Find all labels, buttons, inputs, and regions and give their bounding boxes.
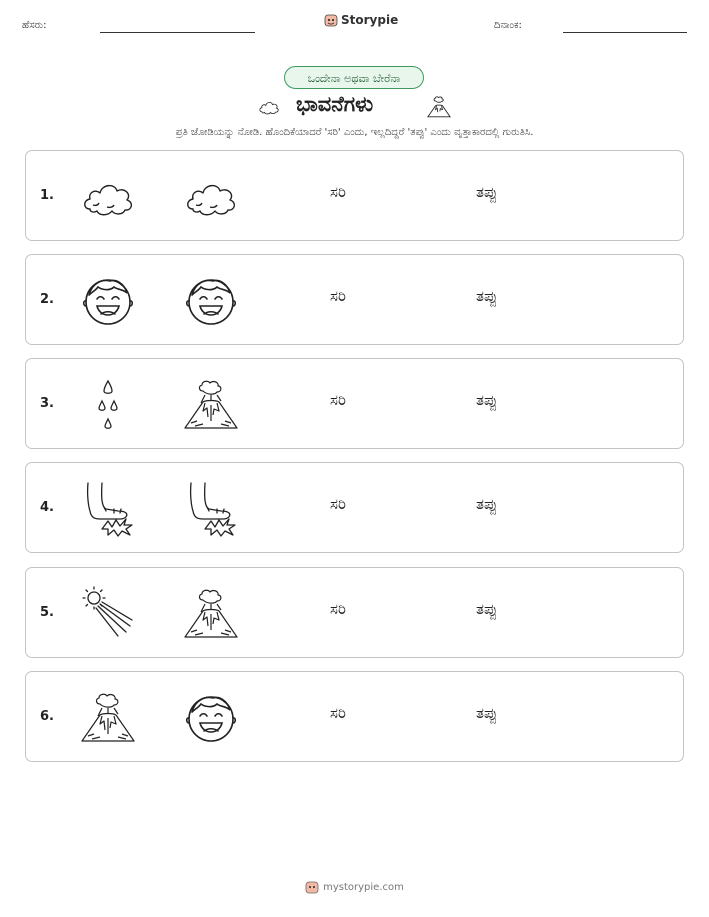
- option-wrong[interactable]: ತಪ್ಪು: [476, 704, 498, 722]
- date-field-line[interactable]: [563, 32, 687, 33]
- option-correct[interactable]: ಸರಿ: [330, 391, 346, 409]
- date-label: ದಿನಾಂಕ:: [494, 20, 522, 31]
- question-row: [25, 567, 684, 658]
- page-title: ಭಾವನೆಗಳು: [296, 92, 374, 116]
- storypie-logo-icon: [324, 13, 338, 27]
- footer: [0, 880, 709, 894]
- option-correct[interactable]: ಸರಿ: [330, 183, 346, 201]
- smile-icon: [183, 273, 239, 329]
- option-wrong[interactable]: ತಪ್ಪು: [476, 495, 498, 513]
- drops-icon: [80, 377, 136, 433]
- question-row: [25, 671, 684, 762]
- cloud-icon: [80, 169, 136, 225]
- worksheet-header: [0, 0, 709, 46]
- volcano-icon: [183, 377, 239, 433]
- question-number: 1.: [40, 188, 54, 203]
- volcano-icon: [427, 93, 451, 121]
- option-wrong[interactable]: ತಪ್ಪು: [476, 183, 498, 201]
- volcano-icon: [80, 690, 136, 746]
- option-wrong[interactable]: ತಪ್ಪು: [476, 600, 498, 618]
- volcano-icon: [183, 586, 239, 642]
- question-row: [25, 462, 684, 553]
- question-number: 5.: [40, 605, 54, 620]
- brand: [324, 13, 398, 27]
- option-correct[interactable]: ಸರಿ: [330, 287, 346, 305]
- question-number: 2.: [40, 292, 54, 307]
- foot-icon: [80, 481, 136, 537]
- question-number: 3.: [40, 396, 54, 411]
- question-row: [25, 358, 684, 449]
- cloud-icon: [254, 96, 284, 118]
- foot-icon: [183, 481, 239, 537]
- name-label: ಹೆಸರು:: [22, 20, 47, 31]
- question-row: [25, 150, 684, 241]
- option-wrong[interactable]: ತಪ್ಪು: [476, 391, 498, 409]
- option-wrong[interactable]: ತಪ್ಪು: [476, 287, 498, 305]
- question-row: [25, 254, 684, 345]
- question-number: 6.: [40, 709, 54, 724]
- cloud-icon: [183, 169, 239, 225]
- name-field-line[interactable]: [100, 32, 255, 33]
- instructions: ಪ್ರತಿ ಜೋಡಿಯನ್ನು ನೋಡಿ. ಹೊಂದಿಕೆಯಾದರೆ 'ಸರಿ' ಎಂದು, ಇಲ್ಲದಿದ್ದರೆ 'ತಪ್ಪು' ಎಂದು ವೃತ್ತಾಕಾರದಲ್ಲಿ ಗುರುತಿಸಿ.: [175, 127, 534, 138]
- smile-icon: [183, 690, 239, 746]
- brand-name: Storypie: [341, 13, 399, 27]
- smile-icon: [80, 273, 136, 329]
- footer-url[interactable]: mystorypie.com: [323, 881, 404, 893]
- storypie-logo-icon: [305, 880, 319, 894]
- option-correct[interactable]: ಸರಿ: [330, 495, 346, 513]
- worksheet-tag: ಒಂದೇನಾ ಅಥವಾ ಬೇರೆನಾ: [284, 66, 424, 89]
- option-correct[interactable]: ಸರಿ: [330, 600, 346, 618]
- question-number: 4.: [40, 500, 54, 515]
- sunbeam-icon: [80, 586, 136, 642]
- option-correct[interactable]: ಸರಿ: [330, 704, 346, 722]
